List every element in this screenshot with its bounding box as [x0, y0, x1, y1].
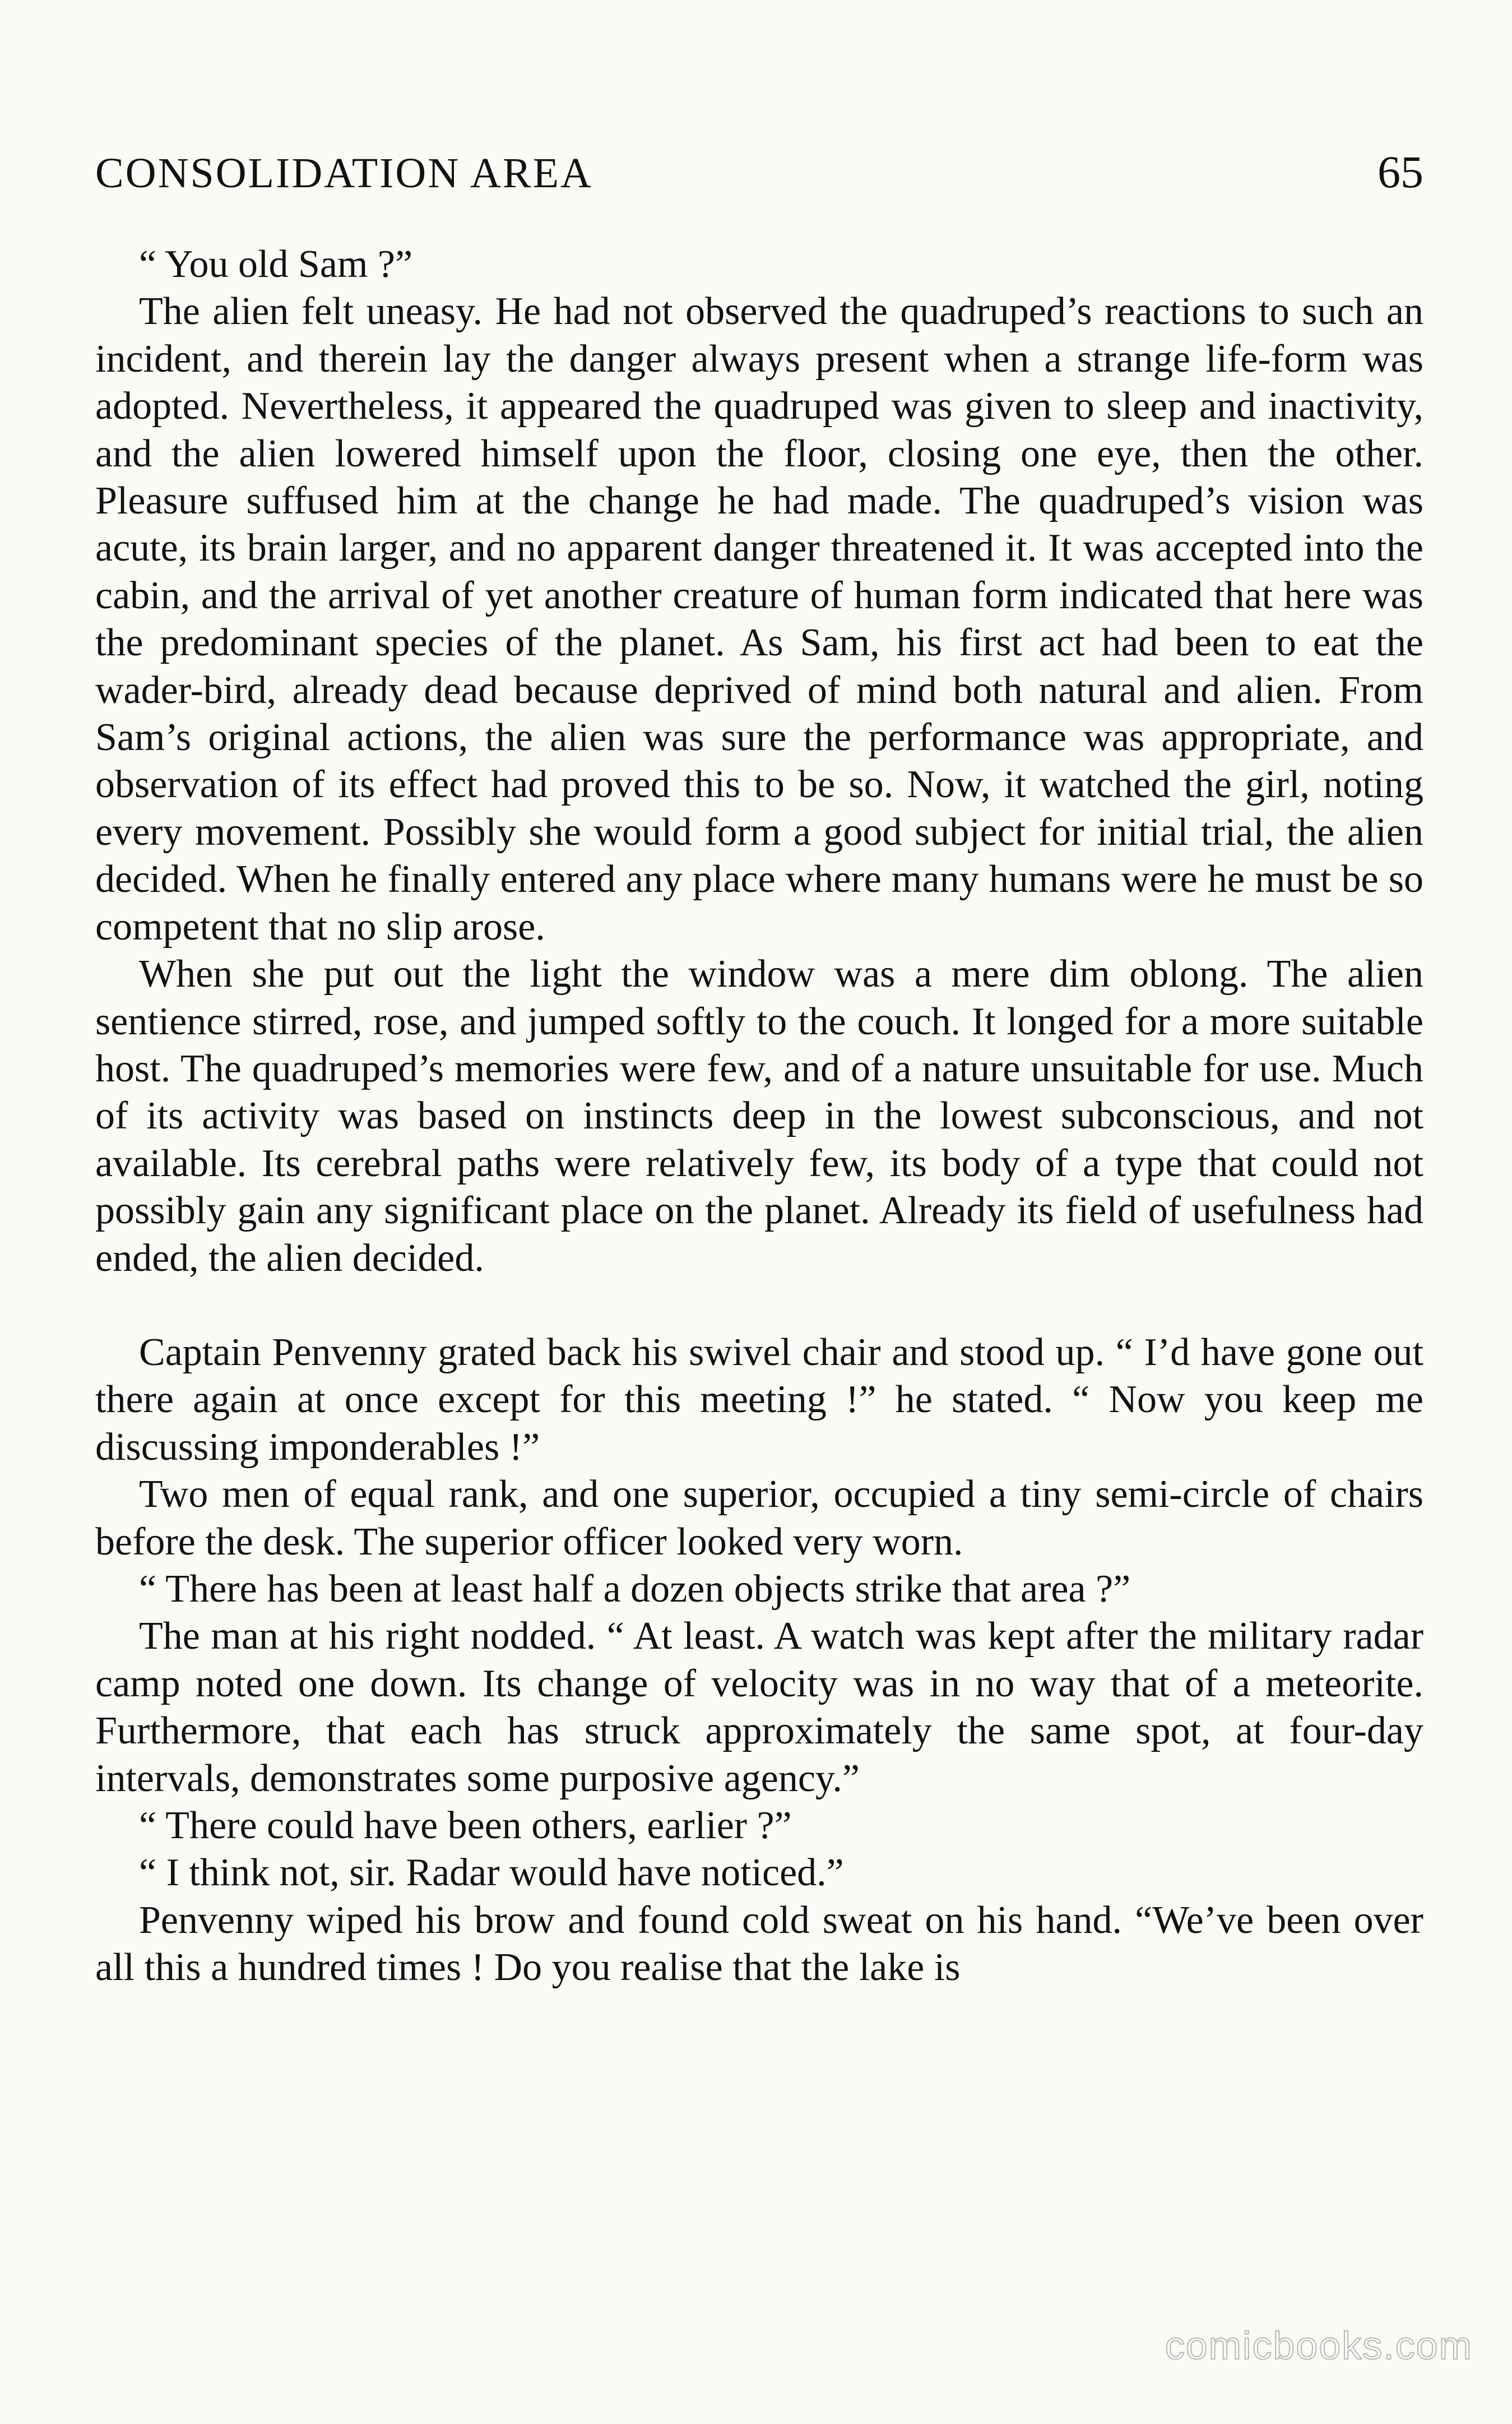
paragraph: Captain Penvenny grated back his swivel chair and stood up. “ I’d have gone out there again at once except for this meeting !” he stated. “ Now you keep me discussing imponderables !”	[95, 1330, 1423, 1469]
paragraph: The man at his right nodded. “ At least. A watch was kept after the military radar camp noted one down. Its change of velocity was in no way that of a meteorite. Furthermore, that each has struck approximately the same spot, at four-day intervals, demonstrates some purposive agency.”	[95, 1615, 1423, 1800]
paragraph: “ There could have been others, earlier ?”	[139, 1804, 792, 1847]
running-title: CONSOLIDATION AREA	[95, 150, 593, 197]
paragraph: Penvenny wiped his brow and found cold sweat on his hand. “We’ve been over all this a hundred times ! Do you realise that the lake is	[95, 1898, 1423, 1990]
watermark: comicbooks.com	[1165, 2324, 1473, 2367]
paragraph: “ There has been at least half a dozen objects strike that area ?”	[139, 1567, 1131, 1611]
body-text	[95, 241, 1423, 1992]
paragraph: “ You old Sam ?”	[139, 243, 413, 286]
running-header	[95, 146, 1423, 207]
paragraph: Two men of equal rank, and one superior, occupied a tiny semi-circle of chairs before the desk. The superior officer looked very worn.	[95, 1473, 1423, 1563]
paragraph: “ I think not, sir. Radar would have noticed.”	[139, 1851, 844, 1895]
page-number: 65	[1378, 146, 1423, 197]
paragraph: The alien felt uneasy. He had not observed the quadruped’s reactions to such an incident, and therein lay the danger always present when a strange life-form was adopted. Nevertheless, it appeared the quadruped was given to sleep and inactivity, and the alien lowered himself upon the floor, closing one eye, then the other. Pleasure suffused him at the change he had made. The quadruped’s vision was acute, its brain larger, and no apparent danger threatened it. It was accepted into the cabin, and the arrival of yet another creature of human form indicated that here was the predominant species of the planet. As Sam, his first act had been to eat the wader-bird, already dead because deprived of mind both natural and alien. From Sam’s original actions, the alien was sure the performance was appropriate, and observation of its effect had proved this to be so. Now, it watched the girl, noting every movement. Possibly she would form a good subject for initial trial, the alien decided. When he finally entered any place where many humans were he must be so competent that no slip arose.	[95, 290, 1423, 949]
paragraph: When she put out the light the window was a mere dim oblong. The alien sentience stirred, rose, and jumped softly to the couch. It longed for a more suitable host. The quadruped’s memories were few, and of a nature unsuitable for use. Much of its activity was based on instincts deep in the lowest subconscious, and not available. Its cerebral paths were relatively few, its body of a type that could not possibly gain any significant place on the planet. Already its field of usefulness had ended, the alien decided.	[95, 952, 1423, 1280]
